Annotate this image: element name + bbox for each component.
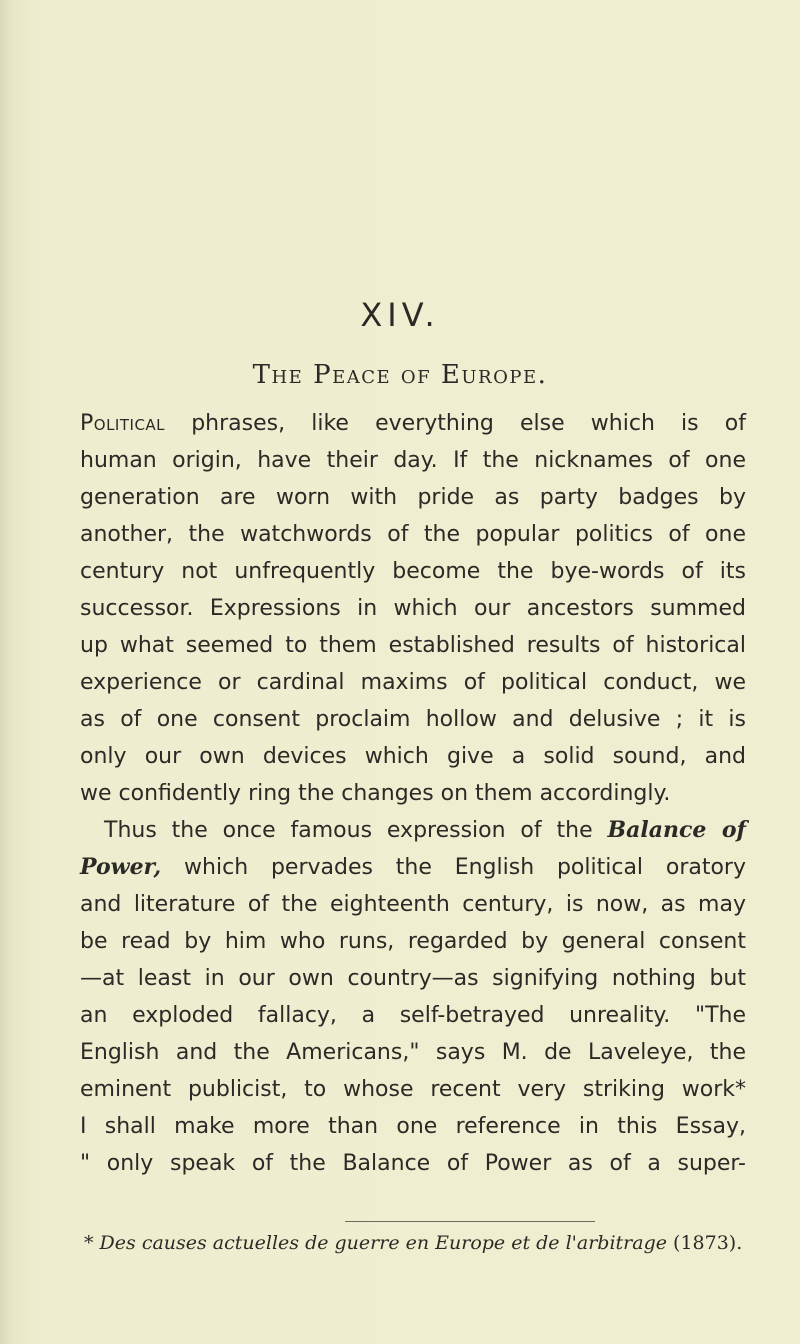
text-line: I shall make more than one reference in this Essay, [80,1114,746,1139]
text-line: successor. Expressions in which our ancestors summed [80,596,746,621]
footnote-year: (1873). [673,1232,743,1254]
drop-word: Political [80,411,166,436]
text-line: " only speak of the Balance of Power as of a super- [80,1151,746,1176]
text-line: another, the watchwords of the popular politics of one [80,522,746,547]
footnote-rule [345,1221,595,1222]
text-line: experience or cardinal maxims of political conduct, we [80,670,746,695]
italic-phrase: Balance of [607,817,746,843]
text-line: —at least in our own country—as signifying nothing but [80,966,746,991]
footnote [84,1232,784,1254]
text-line: Political phrases, like everything else which is of [80,411,746,436]
text-line: be read by him who runs, regarded by general consent [80,929,746,954]
text-line: generation are worn with pride as party badges by [80,485,746,510]
footnote-title: Des causes actuelles de guerre en Europe et de l'arbitrage [99,1232,667,1254]
chapter-number: XIV. [360,296,440,334]
text-line: century not unfrequently become the bye-words of its [80,559,746,584]
text-line: Power, which pervades the English political oratory [80,854,746,880]
text-line: we confidently ring the changes on them accordingly. [80,781,671,806]
text-line: English and the Americans," says M. de Laveleye, the [80,1040,746,1065]
footnote-marker: * [84,1232,94,1254]
text-line: up what seemed to them established results of historical [80,633,746,658]
text-line: eminent publicist, to whose recent very striking work* [80,1077,746,1102]
italic-phrase: Power, [80,854,162,880]
text-line: Thus the once famous expression of the Balance of [104,817,746,843]
body-text [80,405,746,1182]
text-line: as of one consent proclaim hollow and delusive ; it is [80,707,746,732]
text-line: human origin, have their day. If the nicknames of one [80,448,746,473]
chapter-title: The Peace of Europe. [252,360,548,390]
text-line: and literature of the eighteenth century, is now, as may [80,892,746,917]
text-line: only our own devices which give a solid sound, and [80,744,746,769]
text-line: an exploded fallacy, a self-betrayed unreality. "The [80,1003,746,1028]
